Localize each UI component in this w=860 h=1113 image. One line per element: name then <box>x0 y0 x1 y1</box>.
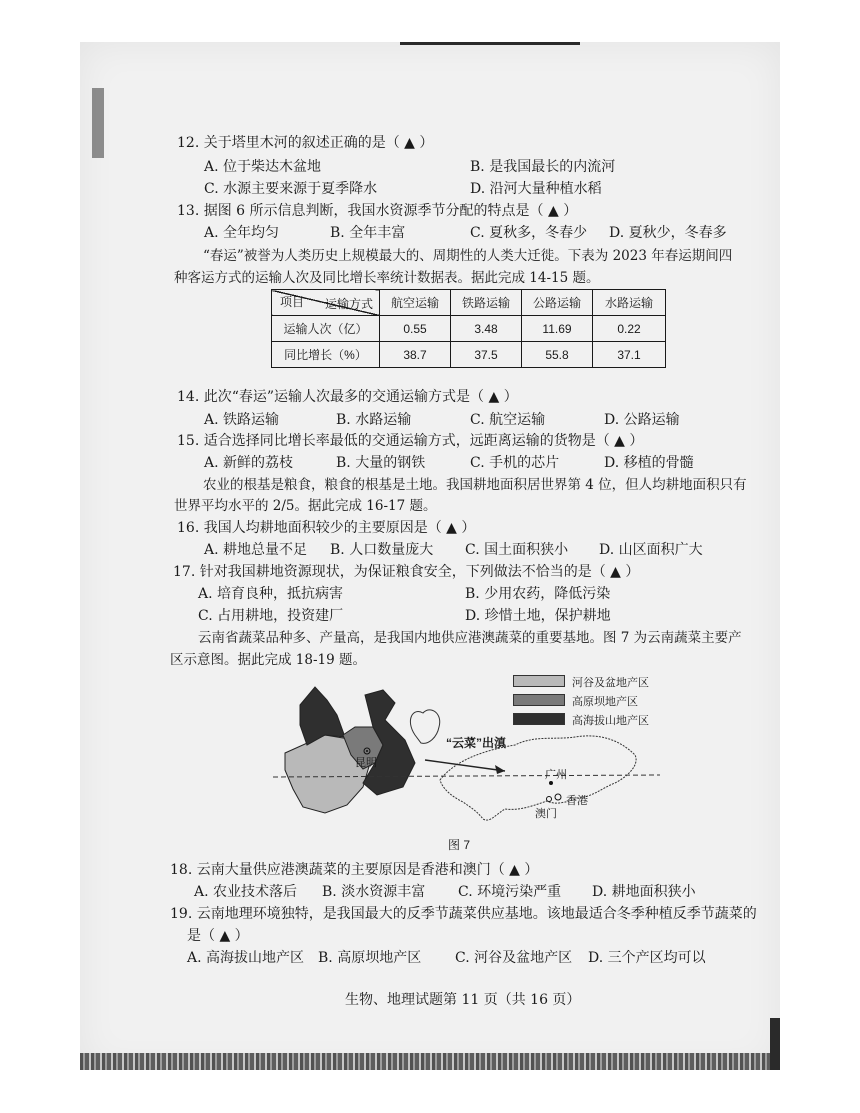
map-label-macau: 澳门 <box>535 808 557 820</box>
question-15: 15. 适合选择同比增长率最低的交通运输方式，远距离运输的货物是（ ▲ ） <box>177 433 644 449</box>
option-15b: B. 大量的钢铁 <box>336 455 426 471</box>
export-arrow-head <box>495 765 505 774</box>
option-13c: C. 夏秋多，冬春少 <box>470 225 588 241</box>
passage-14-line2: 种客运方式的运输人次及同比增长率统计数据表。据此完成 14-15 题。 <box>174 270 600 286</box>
passage-18-line1: 云南省蔬菜品种多、产量高，是我国内地供应港澳蔬菜的重要基地。图 7 为云南蔬菜主要产 <box>198 630 742 646</box>
scan-corner-shadow <box>770 1018 780 1070</box>
table-header: 水路运输 <box>593 290 666 316</box>
export-arrow <box>425 760 505 771</box>
option-18d: D. 耕地面积狭小 <box>592 884 696 900</box>
option-18a: A. 农业技术落后 <box>194 884 298 900</box>
legend-label-mountain: 高海拔山地产区 <box>572 715 649 727</box>
high-altitude-mountain-region-west <box>300 687 345 745</box>
option-19b: B. 高原坝地产区 <box>318 950 422 966</box>
passage-16-line1: 农业的根基是粮食，粮食的根基是土地。我国耕地面积居世界第 4 位，但人均耕地面积只有 <box>203 477 747 493</box>
passage-14-line1: “春运”被誉为人类历史上规模最大的、周期性的人类大迁徙。下表为 2023 年春运期间四 <box>203 248 733 264</box>
table-cell: 0.22 <box>593 316 666 342</box>
option-15c: C. 手机的芯片 <box>470 455 560 471</box>
option-16a: A. 耕地总量不足 <box>204 542 308 558</box>
map-label-kunming: 昆明 <box>355 757 377 769</box>
table-cell: 3.48 <box>451 316 522 342</box>
table-cell: 38.7 <box>380 342 451 368</box>
option-19c: C. 河谷及盆地产区 <box>455 950 573 966</box>
question-16: 16. 我国人均耕地面积较少的主要原因是（ ▲ ） <box>177 520 476 536</box>
option-13b: B. 全年丰富 <box>330 225 406 241</box>
option-18c: C. 环境污染严重 <box>458 884 562 900</box>
binding-shadow <box>92 88 104 158</box>
table-cell: 37.1 <box>593 342 666 368</box>
option-15a: A. 新鲜的荔枝 <box>204 455 294 471</box>
option-16d: D. 山区面积广大 <box>599 542 703 558</box>
passage-18-line2: 区示意图。据此完成 18-19 题。 <box>170 652 367 668</box>
option-18b: B. 淡水资源丰富 <box>322 884 426 900</box>
paper-edge-shadow <box>400 42 580 45</box>
question-18: 18. 云南大量供应港澳蔬菜的主要原因是香港和澳门（ ▲ ） <box>170 862 539 878</box>
option-19d: D. 三个产区均可以 <box>588 950 706 966</box>
option-12d: D. 沿河大量种植水稻 <box>470 181 602 197</box>
table-header: 公路运输 <box>522 290 593 316</box>
option-12b: B. 是我国最长的内流河 <box>470 159 616 175</box>
option-15d: D. 移植的骨髓 <box>604 455 694 471</box>
table-cell: 37.5 <box>451 342 522 368</box>
question-14: 14. 此次“春运”运输人次最多的交通运输方式是（ ▲ ） <box>177 389 518 405</box>
option-14b: B. 水路运输 <box>336 412 412 428</box>
option-17c: C. 占用耕地，投资建厂 <box>198 608 344 624</box>
option-13a: A. 全年均匀 <box>204 225 280 241</box>
table-row-label: 同比增长（%） <box>272 342 380 368</box>
table-corner-bottom: 项目 <box>280 295 305 309</box>
option-16c: C. 国土面积狭小 <box>465 542 569 558</box>
option-19a: A. 高海拔山地产区 <box>187 950 305 966</box>
option-17b: B. 少用农药，降低污染 <box>465 586 611 602</box>
macau-marker-icon <box>547 797 552 802</box>
legend-swatch-mountain <box>513 713 565 725</box>
legend-swatch-valley <box>513 675 565 687</box>
table-cell: 55.8 <box>522 342 593 368</box>
page-footer: 生物、地理试题第 11 页（共 16 页） <box>345 992 581 1008</box>
legend-label-plateau: 高原坝地产区 <box>572 696 638 708</box>
vegetable-icon <box>410 710 439 743</box>
option-14c: C. 航空运输 <box>470 412 546 428</box>
hongkong-marker-icon <box>555 794 561 800</box>
question-13: 13. 据图 6 所示信息判断，我国水资源季节分配的特点是（ ▲ ） <box>177 203 578 219</box>
table-row-label: 运输人次（亿） <box>272 316 380 342</box>
table-corner-cell <box>272 290 380 316</box>
figure-caption: 图 7 <box>448 838 471 852</box>
option-12a: A. 位于柴达木盆地 <box>204 159 322 175</box>
option-16b: B. 人口数量庞大 <box>330 542 434 558</box>
map-label-hongkong: 香港 <box>566 795 588 807</box>
question-19-line2: 是（ ▲ ） <box>187 928 249 944</box>
table-header: 航空运输 <box>380 290 451 316</box>
table-cell: 11.69 <box>522 316 593 342</box>
question-12: 12. 关于塔里木河的叙述正确的是（ ▲ ） <box>177 135 434 151</box>
question-17: 17. 针对我国耕地资源现状，为保证粮食安全，下列做法不恰当的是（ ▲ ） <box>173 564 640 580</box>
table-cell: 0.55 <box>380 316 451 342</box>
passage-16-line2: 世界平均水平的 2/5。据此完成 16-17 题。 <box>174 498 437 514</box>
transport-table <box>271 289 666 368</box>
scan-edge-noise <box>80 1053 780 1070</box>
map-label-export: “云菜”出滇 <box>446 736 507 750</box>
table-header: 铁路运输 <box>451 290 522 316</box>
option-12c: C. 水源主要来源于夏季降水 <box>204 181 378 197</box>
option-13d: D. 夏秋少，冬春多 <box>609 225 727 241</box>
option-14a: A. 铁路运输 <box>204 412 280 428</box>
table-corner-top: 运输方式 <box>324 297 373 311</box>
option-17d: D. 珍惜土地，保护耕地 <box>465 608 611 624</box>
legend-label-valley: 河谷及盆地产区 <box>572 677 649 689</box>
question-19: 19. 云南地理环境独特，是我国最大的反季节蔬菜供应基地。该地最适合冬季种植反季节蔬菜的 <box>170 906 757 922</box>
legend-swatch-plateau <box>513 694 565 706</box>
option-17a: A. 培育良种，抵抗病害 <box>198 586 344 602</box>
map-label-guangzhou: 广州 <box>545 769 567 781</box>
option-14d: D. 公路运输 <box>604 412 680 428</box>
